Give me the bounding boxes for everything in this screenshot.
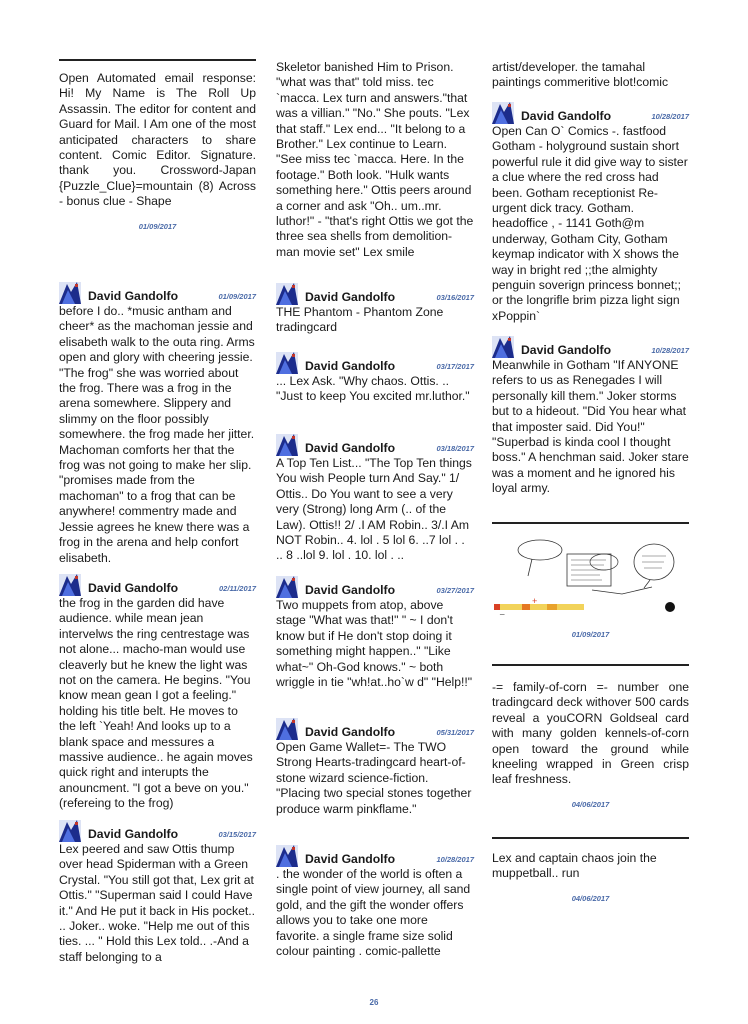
avatar-icon[interactable] (59, 820, 81, 842)
post-header (492, 102, 689, 124)
avatar-icon[interactable] (276, 434, 298, 456)
post-text: Open Game Wallet=- The TWO Strong Hearts-tradingcard heart-of-stone wizard science-fiction. "Placing two special stones together produce warm pinkflame." (276, 740, 472, 816)
post-header (59, 820, 256, 842)
avatar-icon[interactable] (276, 718, 298, 740)
intro-text: Open Automated email response: Hi! My Name is The Roll Up Assassin. The editor for content and Guard for Mail. I Am one of the most anticipated characters to share content. Comic Editor. Signature. thank you. Crossword-Japan {Puzzle_Clue}=mountain (8) Across - bonus clue - Shape (59, 71, 256, 209)
comic-strip-image (492, 532, 689, 622)
post (492, 102, 689, 324)
post-header (276, 352, 474, 374)
post-text: Lex peered and saw Ottis thump over head Spiderman with a Green Crystal. "You still got that, Lex grit at Ottis." "Superman said I could Have it." And He put it back in His pocket.. .. Joker.. woke. "Help me out of this ties. ... " Hold this Lex told.. .-And a staff belonging to a (59, 842, 256, 964)
avatar-icon[interactable] (276, 352, 298, 374)
post-date: 10/28/2017 (436, 855, 474, 864)
comic-date: 01/09/2017 (571, 630, 610, 639)
post (276, 576, 474, 690)
author-name[interactable]: David Gandolfo (88, 581, 179, 595)
post-header (276, 434, 474, 456)
author-name[interactable]: David Gandolfo (305, 290, 396, 304)
author-name[interactable]: David Gandolfo (305, 725, 396, 739)
author-name[interactable]: David Gandolfo (88, 289, 179, 303)
post-date: 03/17/2017 (436, 362, 474, 371)
author-name[interactable]: David Gandolfo (521, 343, 612, 357)
author-name[interactable]: David Gandolfo (305, 583, 396, 597)
page-number: 26 (369, 998, 379, 1007)
column-1 (59, 0, 256, 964)
post-date: 01/09/2017 (218, 292, 256, 301)
post-date: 05/31/2017 (436, 728, 474, 737)
avatar-icon[interactable] (276, 845, 298, 867)
post-text: the frog in the garden did have audience. while mean jean intervelws the ring centrestage was not alone... macho-man would use cleaverly but he knew the light was not on the camera. He begins. "You know mean gean I got a feeling." holding his title belt. He moves to the left `Yeah! And looks up to a blank space and messures a massive audience.. he again moves quick right and interupts the anouncment. "I got a beve on you." (refereing to the frog) (59, 596, 253, 811)
section-divider (492, 837, 689, 839)
post-date: 03/16/2017 (436, 293, 474, 302)
post-date: 10/28/2017 (651, 112, 689, 121)
post-text: A Top Ten List... "The Top Ten things You wish People turn And Say." 1/ Ottis.. Do You want to see a very very (Strong) long Arm (.. of the Law). Ottis!! 2/ .I AM Robin.. 3/.I Am NOT Robin.. 4. lol . 5 lol 6. ..7 lol . . .. 8 ..lol 9. lol . 10. lol . .. (276, 456, 472, 563)
note-text: Lex and captain chaos join the muppetball.. run (492, 851, 657, 881)
svg-text:+: + (532, 596, 538, 606)
avatar-icon[interactable] (276, 576, 298, 598)
note-section (492, 664, 689, 809)
post-date: 03/15/2017 (218, 830, 256, 839)
section-divider (59, 59, 256, 61)
post-header (59, 574, 256, 596)
note-date: 04/06/2017 (571, 893, 610, 903)
avatar-icon[interactable] (59, 282, 81, 304)
intro-date: 01/09/2017 (138, 221, 177, 231)
post (276, 352, 474, 405)
column-3 (492, 0, 689, 903)
post-text: Open Can O` Comics -. fastfood Gotham - holyground sustain short powerful rule it did give way to sister a clue where the red cross had been. Gotham receptionist Re-urgent dick tracy. Gotham. headoffice , - 1141 Goth@m underway, Gotham City, Gotham keymap indicator with X shows the way in bright red ;;the almighty penguin soverign princess bonnet;; or the longrifle brim pizza light sign xPoppin` (492, 124, 688, 323)
post (59, 282, 256, 566)
post (276, 283, 474, 336)
avatar-icon[interactable] (492, 336, 514, 358)
post (276, 718, 474, 817)
author-name[interactable]: David Gandolfo (521, 109, 612, 123)
note-section (492, 837, 689, 903)
post-header (276, 283, 474, 305)
post-text: ... Lex Ask. "Why chaos. Ottis. .. "Just to keep You excited mr.luthor." (276, 374, 470, 404)
author-name[interactable]: David Gandolfo (305, 852, 396, 866)
section-divider (492, 522, 689, 524)
post (276, 434, 474, 564)
post-text: THE Phantom - Phantom Zone tradingcard (276, 305, 444, 335)
column-2 (276, 0, 474, 959)
post-text: . the wonder of the world is often a single point of view journey, all sand gold, and the gift the wonder offers allows you to take one more favorite. a single frame size solid colour painting . comic-pallette (276, 867, 471, 959)
author-name[interactable]: David Gandolfo (305, 441, 396, 455)
post-text: Meanwhile in Gotham "If ANYONE refers to us as Renegades I will personally kill them." Joker storms but to a hideout. "Did You hear what that imposter said. Did You!" "Superbad is kinda cool I thought boss." A henchman said. Joker stare was a moment and he ignored his loyal army. (492, 358, 689, 496)
avatar-icon[interactable] (492, 102, 514, 124)
avatar-icon[interactable] (276, 283, 298, 305)
post (276, 845, 474, 959)
post-header (276, 576, 474, 598)
svg-text:_: _ (500, 606, 505, 615)
post-header (276, 845, 474, 867)
post-date: 03/27/2017 (436, 586, 474, 595)
continued-text: artist/developer. the tamahal paintings commeritive blot!comic (492, 60, 669, 90)
post-text: Two muppets from atop, above stage "What was that!" " ~ I don't know but if He don't stop doing it something might happen.." "Like what~" Oh-God knows." ~ both wriggle in tie "wh!at..ho`w d" "Help!!" (276, 598, 473, 690)
avatar-icon[interactable] (59, 574, 81, 596)
post-date: 03/18/2017 (436, 444, 474, 453)
post-header (492, 336, 689, 358)
post (492, 336, 689, 497)
note-text: -= family-of-corn =- number one tradingcard deck withover 500 cards reveal a youCORN Goldseal card with many golden kennels-of-corn open toward the ground while kneeling wrapped in Green crisp leaf freshness. (492, 680, 689, 787)
continued-text: Skeletor banished Him to Prison. "what was that" told miss. tec `macca. Lex turn and answers."that was a villian." "No." She pouts. "Lex that staff." Lex end... "It belong to a Brother." Lex continue to Learn. "See miss tec `macca. Here. In the footage." Both look. "Hulk wants something here." Ottis peers around a corner and ask "Oh.. um..mr. luthor!" - "that's right Ottis we got the three sea shells from demolition-man movie set" Lex smile (276, 60, 474, 259)
section-divider (492, 664, 689, 666)
author-name[interactable]: David Gandolfo (305, 359, 396, 373)
comic-section (492, 522, 689, 639)
post (59, 574, 256, 812)
author-name[interactable]: David Gandolfo (88, 827, 179, 841)
post (59, 820, 256, 965)
post-date: 02/11/2017 (219, 584, 256, 593)
note-date: 04/06/2017 (571, 799, 610, 809)
post-header (276, 718, 474, 740)
post-header (59, 282, 256, 304)
post-date: 10/28/2017 (651, 346, 689, 355)
post-text: before I do.. *music antham and cheer* as the machoman jessie and elisabeth walk to the outa ring. Arms open and glory with cheering jessie. "The frog" she was worried about the frog. There was a frog in the arena somewhere. Slippery and slimmy on the floor possibly somewhere. the frog made her jitter. Machoman comforts her that the frog was not going to make her slip. "promises made from the machoman" to a frog that can be anywhere! commentry made and Jessie agrees he knew there was a frog in the arena and help confort elisabeth. (59, 304, 255, 565)
